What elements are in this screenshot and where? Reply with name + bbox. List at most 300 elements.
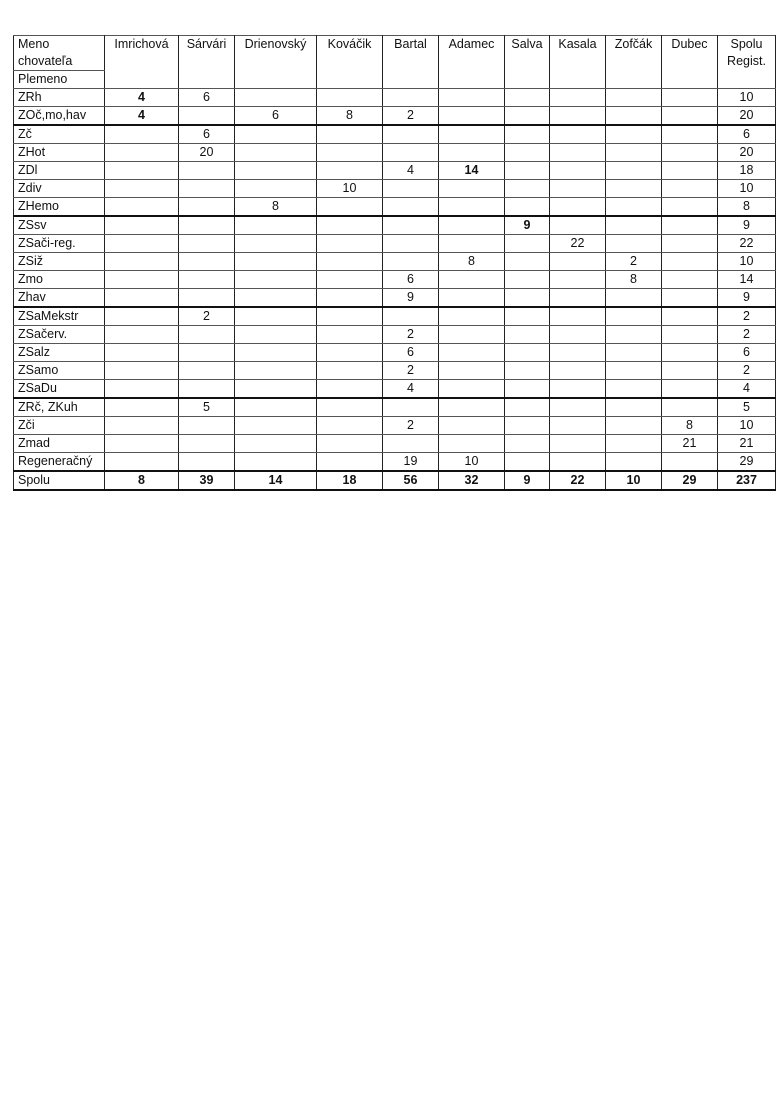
count-cell: [235, 162, 317, 180]
breed-name-cell: ZDl: [14, 162, 105, 180]
breed-name-cell: Zmo: [14, 271, 105, 289]
count-cell: 6: [383, 271, 439, 289]
count-cell: [606, 344, 662, 362]
count-cell: [550, 307, 606, 326]
count-cell: [317, 362, 383, 380]
count-cell: [383, 144, 439, 162]
count-cell: [179, 271, 235, 289]
count-cell: [105, 362, 179, 380]
row-total-cell: 6: [718, 125, 776, 144]
count-cell: [550, 180, 606, 198]
count-cell: [105, 344, 179, 362]
count-cell: [662, 307, 718, 326]
count-cell: [505, 435, 550, 453]
count-cell: [179, 216, 235, 235]
table-row: [14, 253, 776, 271]
count-cell: [317, 253, 383, 271]
count-cell: [550, 344, 606, 362]
count-cell: [105, 398, 179, 417]
table-row: [14, 289, 776, 308]
count-cell: [439, 216, 505, 235]
count-cell: [662, 289, 718, 308]
table-row: [14, 125, 776, 144]
count-cell: [606, 162, 662, 180]
count-cell: [179, 453, 235, 472]
row-total-cell: 20: [718, 107, 776, 126]
count-cell: [439, 89, 505, 107]
count-cell: 22: [550, 235, 606, 253]
table-row: [14, 362, 776, 380]
column-total-cell: 9: [505, 471, 550, 490]
count-cell: [662, 380, 718, 399]
count-cell: [550, 417, 606, 435]
count-cell: [105, 180, 179, 198]
count-cell: [606, 180, 662, 198]
count-cell: [439, 289, 505, 308]
column-total-cell: 39: [179, 471, 235, 490]
count-cell: [317, 417, 383, 435]
breed-name-cell: ZSiž: [14, 253, 105, 271]
table-row: [14, 307, 776, 326]
count-cell: [505, 125, 550, 144]
count-cell: [505, 307, 550, 326]
count-cell: [317, 344, 383, 362]
row-total-cell: 10: [718, 180, 776, 198]
count-cell: 8: [662, 417, 718, 435]
count-cell: [550, 198, 606, 217]
breed-name-cell: ZRh: [14, 89, 105, 107]
table-body: [14, 89, 776, 491]
table-row: [14, 144, 776, 162]
count-cell: [550, 398, 606, 417]
count-cell: [505, 89, 550, 107]
header-row: [14, 36, 776, 71]
count-cell: [606, 380, 662, 399]
table-row: [14, 271, 776, 289]
count-cell: [105, 253, 179, 271]
count-cell: 21: [662, 435, 718, 453]
count-cell: [439, 144, 505, 162]
count-cell: [606, 198, 662, 217]
count-cell: [662, 107, 718, 126]
count-cell: 9: [383, 289, 439, 308]
count-cell: [606, 89, 662, 107]
count-cell: [383, 89, 439, 107]
count-cell: 10: [439, 453, 505, 472]
breed-name-cell: ZRč, ZKuh: [14, 398, 105, 417]
count-cell: 4: [105, 107, 179, 126]
count-cell: [439, 362, 505, 380]
count-cell: [662, 344, 718, 362]
breed-name-cell: ZOč,mo,hav: [14, 107, 105, 126]
count-cell: [550, 271, 606, 289]
row-total-cell: 2: [718, 307, 776, 326]
count-cell: [550, 380, 606, 399]
count-cell: [439, 180, 505, 198]
count-cell: [439, 271, 505, 289]
count-cell: 4: [383, 380, 439, 399]
count-cell: [317, 307, 383, 326]
breeder-header: Sárvári: [179, 36, 235, 89]
count-cell: [105, 307, 179, 326]
breed-name-cell: Zmad: [14, 435, 105, 453]
table-row: [14, 344, 776, 362]
header-name-line2: chovateľa: [18, 54, 73, 68]
count-cell: [606, 216, 662, 235]
count-cell: [235, 435, 317, 453]
count-cell: [439, 235, 505, 253]
count-cell: [606, 326, 662, 344]
count-cell: [105, 162, 179, 180]
breeder-header: Imrichová: [105, 36, 179, 89]
column-total-cell: 22: [550, 471, 606, 490]
count-cell: [505, 417, 550, 435]
count-cell: 20: [179, 144, 235, 162]
count-cell: [235, 453, 317, 472]
breed-name-cell: Zč: [14, 125, 105, 144]
count-cell: [505, 198, 550, 217]
count-cell: 8: [439, 253, 505, 271]
count-cell: [505, 289, 550, 308]
count-cell: [179, 380, 235, 399]
count-cell: [505, 326, 550, 344]
count-cell: [179, 326, 235, 344]
count-cell: [606, 362, 662, 380]
count-cell: 2: [383, 362, 439, 380]
count-cell: [235, 344, 317, 362]
count-cell: [317, 235, 383, 253]
count-cell: [105, 289, 179, 308]
count-cell: 6: [179, 125, 235, 144]
table-row: [14, 453, 776, 472]
total-header-line1: Spolu: [730, 37, 763, 51]
row-total-cell: 8: [718, 198, 776, 217]
breed-name-cell: ZHemo: [14, 198, 105, 217]
count-cell: [662, 125, 718, 144]
count-cell: [505, 398, 550, 417]
count-cell: [505, 107, 550, 126]
count-cell: [383, 198, 439, 217]
count-cell: [105, 198, 179, 217]
count-cell: [550, 453, 606, 472]
count-cell: [235, 380, 317, 399]
count-cell: [317, 326, 383, 344]
count-cell: [179, 107, 235, 126]
count-cell: [105, 453, 179, 472]
count-cell: [235, 417, 317, 435]
column-total-cell: 10: [606, 471, 662, 490]
count-cell: [235, 307, 317, 326]
count-cell: [235, 216, 317, 235]
count-cell: [439, 398, 505, 417]
count-cell: [179, 435, 235, 453]
count-cell: [317, 89, 383, 107]
table-row: [14, 435, 776, 453]
count-cell: 6: [383, 344, 439, 362]
count-cell: [383, 180, 439, 198]
count-cell: [606, 107, 662, 126]
count-cell: [606, 435, 662, 453]
column-total-cell: 8: [105, 471, 179, 490]
header-name-line1: Meno: [18, 37, 50, 51]
count-cell: 6: [235, 107, 317, 126]
table-row: [14, 107, 776, 126]
count-cell: 8: [606, 271, 662, 289]
count-cell: [439, 198, 505, 217]
count-cell: [505, 453, 550, 472]
count-cell: [439, 125, 505, 144]
row-total-cell: 9: [718, 289, 776, 308]
count-cell: [105, 216, 179, 235]
count-cell: [505, 271, 550, 289]
column-total-cell: 32: [439, 471, 505, 490]
count-cell: [550, 107, 606, 126]
count-cell: [105, 380, 179, 399]
count-cell: 2: [383, 107, 439, 126]
breed-header: Plemeno: [14, 71, 105, 89]
count-cell: [179, 253, 235, 271]
breed-name-cell: Zči: [14, 417, 105, 435]
count-cell: [606, 235, 662, 253]
count-cell: [439, 344, 505, 362]
row-total-cell: 10: [718, 417, 776, 435]
column-total-cell: 18: [317, 471, 383, 490]
count-cell: [439, 435, 505, 453]
count-cell: [662, 216, 718, 235]
breed-name-cell: Zdiv: [14, 180, 105, 198]
count-cell: [505, 362, 550, 380]
column-total-cell: 29: [662, 471, 718, 490]
count-cell: [317, 380, 383, 399]
count-cell: [606, 307, 662, 326]
count-cell: [606, 289, 662, 308]
count-cell: 19: [383, 453, 439, 472]
count-cell: [317, 216, 383, 235]
count-cell: [179, 162, 235, 180]
row-total-cell: 10: [718, 253, 776, 271]
count-cell: [606, 417, 662, 435]
count-cell: [105, 144, 179, 162]
count-cell: 8: [235, 198, 317, 217]
count-cell: [606, 398, 662, 417]
column-total-cell: 56: [383, 471, 439, 490]
breed-name-cell: ZSalz: [14, 344, 105, 362]
count-cell: [383, 253, 439, 271]
row-total-cell: 18: [718, 162, 776, 180]
count-cell: [317, 162, 383, 180]
count-cell: [105, 417, 179, 435]
count-cell: [383, 125, 439, 144]
count-cell: [662, 89, 718, 107]
count-cell: [550, 253, 606, 271]
count-cell: 9: [505, 216, 550, 235]
count-cell: [235, 326, 317, 344]
count-cell: [235, 144, 317, 162]
breeder-name-header: [14, 36, 105, 71]
breed-name-cell: ZSaMekstr: [14, 307, 105, 326]
count-cell: [662, 362, 718, 380]
count-cell: [550, 89, 606, 107]
count-cell: [383, 235, 439, 253]
count-cell: [439, 107, 505, 126]
breed-name-cell: ZSaDu: [14, 380, 105, 399]
count-cell: [606, 453, 662, 472]
count-cell: 6: [179, 89, 235, 107]
count-cell: [317, 144, 383, 162]
row-total-cell: 10: [718, 89, 776, 107]
count-cell: [317, 198, 383, 217]
count-cell: [550, 162, 606, 180]
row-total-cell: 6: [718, 344, 776, 362]
breeder-header: Zofčák: [606, 36, 662, 89]
table-row: [14, 89, 776, 107]
breeder-header: Salva: [505, 36, 550, 89]
count-cell: 14: [439, 162, 505, 180]
count-cell: [235, 271, 317, 289]
breed-name-cell: ZSačerv.: [14, 326, 105, 344]
count-cell: [105, 435, 179, 453]
count-cell: [317, 289, 383, 308]
row-total-cell: 4: [718, 380, 776, 399]
breeders-table: [13, 35, 776, 491]
count-cell: [383, 398, 439, 417]
count-cell: [505, 253, 550, 271]
count-cell: [235, 398, 317, 417]
table-row: [14, 180, 776, 198]
count-cell: [179, 180, 235, 198]
count-cell: [383, 216, 439, 235]
row-total-cell: 2: [718, 326, 776, 344]
grand-total-cell: 237: [718, 471, 776, 490]
count-cell: 8: [317, 107, 383, 126]
count-cell: [662, 453, 718, 472]
count-cell: [383, 307, 439, 326]
breed-name-cell: ZSsv: [14, 216, 105, 235]
count-cell: [662, 253, 718, 271]
count-cell: [179, 289, 235, 308]
breeder-header: Adamec: [439, 36, 505, 89]
count-cell: [439, 380, 505, 399]
count-cell: [179, 198, 235, 217]
count-cell: [439, 417, 505, 435]
count-cell: [550, 289, 606, 308]
count-cell: [179, 417, 235, 435]
breeder-header: Dubec: [662, 36, 718, 89]
breed-name-cell: ZHot: [14, 144, 105, 162]
count-cell: [606, 125, 662, 144]
count-cell: [662, 271, 718, 289]
breeder-header: Kováčik: [317, 36, 383, 89]
count-cell: [662, 235, 718, 253]
count-cell: [550, 362, 606, 380]
row-total-cell: 14: [718, 271, 776, 289]
totals-label: Spolu: [14, 471, 105, 490]
count-cell: [235, 180, 317, 198]
breeder-header: Drienovský: [235, 36, 317, 89]
count-cell: [662, 198, 718, 217]
count-cell: 2: [383, 326, 439, 344]
count-cell: [439, 307, 505, 326]
count-cell: [550, 144, 606, 162]
count-cell: 4: [383, 162, 439, 180]
count-cell: [505, 344, 550, 362]
breeder-header: Kasala: [550, 36, 606, 89]
count-cell: [505, 162, 550, 180]
count-cell: [550, 216, 606, 235]
breeder-header: Bartal: [383, 36, 439, 89]
count-cell: [662, 162, 718, 180]
count-cell: [317, 435, 383, 453]
count-cell: [105, 271, 179, 289]
table-row: [14, 198, 776, 217]
count-cell: [662, 180, 718, 198]
count-cell: [105, 235, 179, 253]
count-cell: [662, 398, 718, 417]
count-cell: [505, 380, 550, 399]
count-cell: 2: [383, 417, 439, 435]
row-total-cell: 2: [718, 362, 776, 380]
count-cell: [179, 362, 235, 380]
count-cell: [505, 235, 550, 253]
table-row: [14, 326, 776, 344]
count-cell: [550, 326, 606, 344]
count-cell: [235, 289, 317, 308]
breed-name-cell: ZSamo: [14, 362, 105, 380]
breed-name-cell: Zhav: [14, 289, 105, 308]
count-cell: [606, 144, 662, 162]
table-row: [14, 398, 776, 417]
table-row: [14, 417, 776, 435]
column-total-cell: 14: [235, 471, 317, 490]
table-row: [14, 235, 776, 253]
row-total-cell: 9: [718, 216, 776, 235]
row-total-cell: 22: [718, 235, 776, 253]
count-cell: [505, 144, 550, 162]
count-cell: 4: [105, 89, 179, 107]
row-total-cell: 21: [718, 435, 776, 453]
count-cell: 5: [179, 398, 235, 417]
count-cell: [235, 235, 317, 253]
count-cell: [317, 271, 383, 289]
total-registered-header: [718, 36, 776, 89]
breed-name-cell: Regeneračný: [14, 453, 105, 472]
count-cell: [505, 180, 550, 198]
count-cell: 10: [317, 180, 383, 198]
count-cell: [235, 125, 317, 144]
count-cell: [105, 125, 179, 144]
count-cell: 2: [606, 253, 662, 271]
count-cell: [662, 144, 718, 162]
count-cell: [235, 253, 317, 271]
count-cell: [179, 235, 235, 253]
row-total-cell: 20: [718, 144, 776, 162]
count-cell: [317, 453, 383, 472]
table-row: [14, 380, 776, 399]
count-cell: [105, 326, 179, 344]
count-cell: 2: [179, 307, 235, 326]
count-cell: [317, 125, 383, 144]
count-cell: [179, 344, 235, 362]
count-cell: [235, 89, 317, 107]
total-header-line2: Regist.: [727, 54, 766, 68]
count-cell: [550, 125, 606, 144]
row-total-cell: 29: [718, 453, 776, 472]
table-row: [14, 216, 776, 235]
count-cell: [439, 326, 505, 344]
totals-row: [14, 471, 776, 490]
row-total-cell: 5: [718, 398, 776, 417]
count-cell: [235, 362, 317, 380]
